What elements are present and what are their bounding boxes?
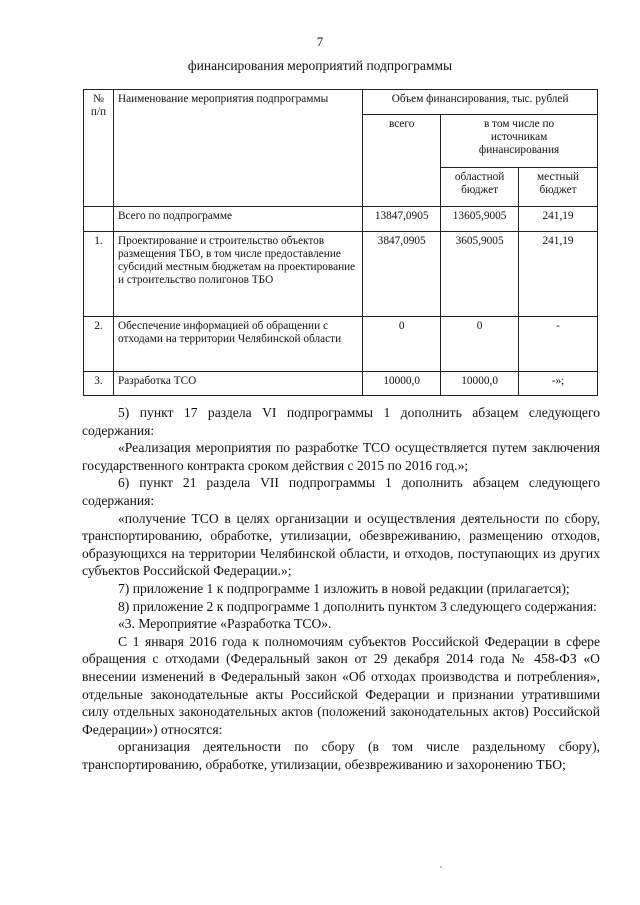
paragraph: «Реализация мероприятия по разработке ТСО осуществляется путем заключения государственного контракта сроком действия с 2015 по 2016 год.»; [82, 440, 600, 473]
paragraph: 6) пункт 21 раздела VII подпрограммы 1 дополнить абзацем следующего содержания: [82, 475, 600, 508]
header-funding: Объем финансирования, тыс. рублей [363, 90, 598, 115]
paragraph: 8) приложение 2 к подпрограмме 1 дополнить пунктом 3 следующего содержания: [118, 598, 597, 614]
row-name: Проектирование и строительство объектов размещения ТБО, в том числе предоставление субсидий местным бюджетам на проектирование и строительство полигонов ТБО [113, 232, 362, 317]
page-number: 7 [316, 34, 324, 49]
table-row [84, 317, 598, 372]
row-name: Всего по подпрограмме [113, 207, 362, 232]
row-local: - [519, 317, 598, 372]
row-regional: 0 [441, 317, 519, 372]
row-name: Разработка ТСО [113, 372, 362, 396]
row-total: 13847,0905 [363, 207, 441, 232]
table-row [84, 232, 598, 317]
paragraph: 7) приложение 1 к подпрограмме 1 изложить в новой редакции (прилагается); [118, 580, 570, 596]
table-title: финансирования мероприятий подпрограммы [187, 58, 453, 73]
table-row-total [84, 207, 598, 232]
paragraph: 5) пункт 17 раздела VI подпрограммы 1 дополнить абзацем следующего содержания: [82, 405, 600, 438]
row-num [84, 207, 114, 232]
document-body [82, 404, 600, 773]
header-total: всего [363, 115, 441, 207]
header-row-1 [84, 90, 598, 115]
row-regional: 3605,9005 [441, 232, 519, 317]
paragraph: организация деятельности по сбору (в том числе раздельному сбору), транспортированию, обработке, утилизации, обезвреживанию и захоронению ТБО; [82, 739, 600, 772]
header-name: Наименование мероприятия подпрограммы [113, 90, 362, 207]
header-num: № п/п [84, 90, 114, 207]
funding-table [83, 89, 598, 396]
row-regional: 10000,0 [441, 372, 519, 396]
row-total: 10000,0 [363, 372, 441, 396]
row-num: 3. [84, 372, 114, 396]
row-local: 241,19 [519, 232, 598, 317]
row-regional: 13605,9005 [441, 207, 519, 232]
row-name: Обеспечение информацией об обращении с отходами на территории Челябинской области [113, 317, 362, 372]
row-total: 3847,0905 [363, 232, 441, 317]
table-row [84, 372, 598, 396]
row-local: -»; [519, 372, 598, 396]
header-local: местный бюджет [519, 168, 598, 207]
row-local: 241,19 [519, 207, 598, 232]
paragraph: С 1 января 2016 года к полномочиям субъектов Российской Федерации в сфере обращения с отходами (Федеральный закон от 29 декабря 2014 года № 458-ФЗ «О внесении изменений в Федеральный закон «Об отходах производства и потребления», отдельные законодательные акты Российской Федерации и признании утратившими силу отдельных законодательных актов (положений законодательных актов) Российской Федерации») относятся: [82, 633, 600, 737]
header-sources: в том числе по источникам финансирования [441, 115, 598, 168]
row-total: 0 [363, 317, 441, 372]
row-num: 1. [84, 232, 114, 317]
paragraph: «3. Мероприятие «Разработка ТСО». [118, 616, 332, 632]
scan-speck [440, 866, 442, 868]
row-num: 2. [84, 317, 114, 372]
header-regional: областной бюджет [441, 168, 519, 207]
paragraph: «получение ТСО в целях организации и осуществления деятельности по сбору, транспортированию, обработке, утилизации, обезвреживанию, размещению отходов, образующихся на территории Челябинской области, и отходов, поступающих из других субъектов Российской Федерации.»; [82, 510, 600, 579]
